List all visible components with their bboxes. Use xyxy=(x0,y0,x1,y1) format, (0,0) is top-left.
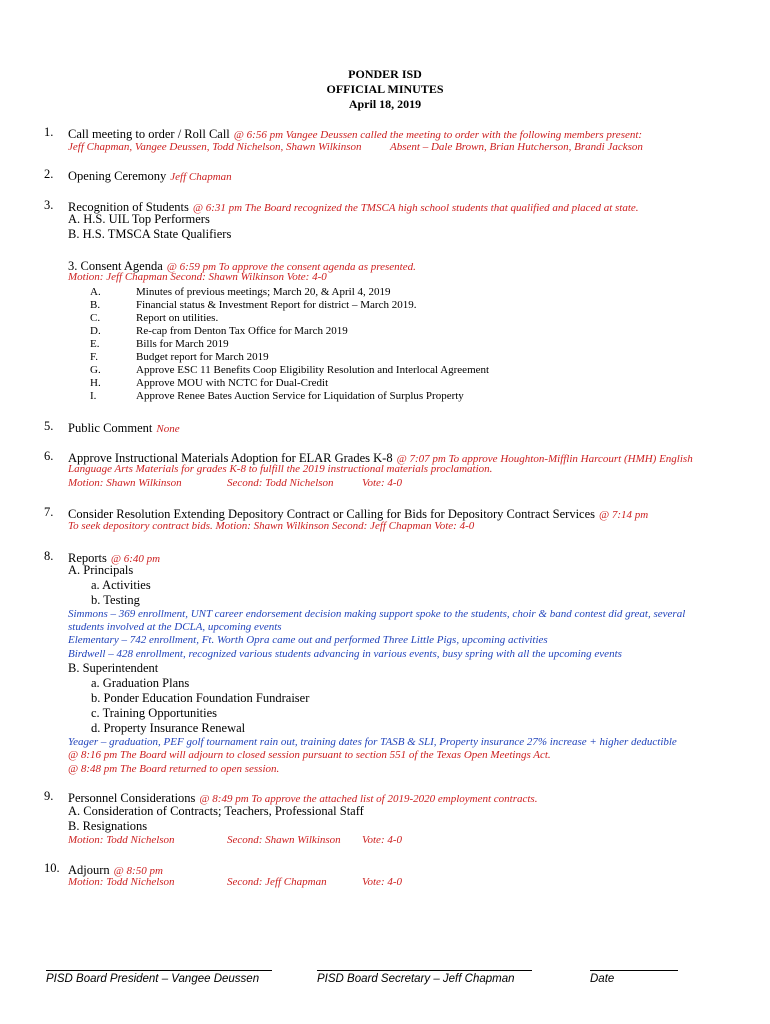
vote: Vote: 4-0 xyxy=(362,876,403,888)
motion: Motion: Shawn Wilkinson xyxy=(68,477,182,489)
item-note: @ 7:14 pm xyxy=(599,509,649,521)
motion: Motion: Todd Nichelson xyxy=(68,876,175,888)
item-note: @ 7:07 pm To approve Houghton-Mifflin Harcourt (HMH) English xyxy=(396,453,693,465)
president-signature-label: PISD Board President – Vangee Deussen xyxy=(46,973,260,985)
motion: Motion: Todd Nichelson xyxy=(68,834,175,846)
consent-letter: I. xyxy=(90,390,97,402)
item-number: 10. xyxy=(44,861,60,875)
vote: Vote: 4-0 xyxy=(362,834,403,846)
report-note: Yeager – graduation, PEF golf tournament rain out, training dates for TASB & SLI, Property insurance 27% increase + higher deductible xyxy=(68,736,677,748)
item-note: @ 6:40 pm xyxy=(110,553,161,565)
secretary-signature-line xyxy=(317,970,532,971)
consent-letter: B. xyxy=(90,299,101,311)
item-number: 2. xyxy=(44,167,54,181)
item-label: Opening Ceremony xyxy=(68,169,167,183)
subitem: B. Resignations xyxy=(68,819,148,833)
item-label: Recognition of Students xyxy=(68,200,189,214)
subitem: B. Superintendent xyxy=(68,661,159,675)
item-label: Consider Resolution Extending Depository Contract or Calling for Bids for Depository Contract Services xyxy=(68,507,596,521)
consent-letter: E. xyxy=(90,338,100,350)
item-number: 7. xyxy=(44,505,54,519)
document-title: OFFICIAL MINUTES xyxy=(326,82,444,96)
report-note: students involved at the DCLA, upcoming events xyxy=(68,621,282,633)
item-note: Jeff Chapman xyxy=(170,171,232,183)
consent-letter: F. xyxy=(90,351,98,363)
item-number: 6. xyxy=(44,449,54,463)
item-note: @ 6:56 pm Vangee Deussen called the meeting to order with the following members present: xyxy=(233,129,643,141)
subsubitem: b. Testing xyxy=(91,593,140,607)
item-note: @ 6:59 pm To approve the consent agenda as presented. xyxy=(166,261,416,273)
consent-item: Financial status & Investment Report for district – March 2019. xyxy=(136,299,417,311)
item-2 xyxy=(68,167,232,185)
item-note: None xyxy=(156,423,180,435)
motion-line: To seek depository contract bids. Motion: Shawn Wilkinson Second: Jeff Chapman Vote: 4-0 xyxy=(68,520,475,532)
item-label: Public Comment xyxy=(68,421,153,435)
consent-letter: D. xyxy=(90,325,101,337)
consent-letter: H. xyxy=(90,377,101,389)
report-note: Simmons – 369 enrollment, UNT career endorsement decision making support spoke to the students, choir & band contest did great, several xyxy=(68,608,686,620)
date-signature-line xyxy=(590,970,678,971)
vote: Vote: 4-0 xyxy=(362,477,403,489)
item-note-cont: Language Arts Materials for grades K-8 to fulfill the 2019 instructional materials proclamation. xyxy=(68,463,493,475)
consent-letter: C. xyxy=(90,312,101,324)
subitem: B. H.S. TMSCA State Qualifiers xyxy=(68,227,232,241)
second: Second: Todd Nichelson xyxy=(227,477,334,489)
subitem: A. Principals xyxy=(68,563,134,577)
item-5 xyxy=(68,419,180,437)
consent-item: Approve MOU with NCTC for Dual-Credit xyxy=(136,377,329,389)
item-label: Personnel Considerations xyxy=(68,791,196,805)
consent-item: Bills for March 2019 xyxy=(136,338,229,350)
subitem: A. Consideration of Contracts; Teachers, Professional Staff xyxy=(68,804,364,818)
subitem: A. H.S. UIL Top Performers xyxy=(68,212,210,226)
second: Second: Jeff Chapman xyxy=(227,876,327,888)
second: Second: Shawn Wilkinson xyxy=(227,834,341,846)
item-number: 9. xyxy=(44,789,54,803)
item-number: 5. xyxy=(44,419,54,433)
item-label: Reports xyxy=(68,551,107,565)
consent-item: Minutes of previous meetings; March 20, & April 4, 2019 xyxy=(136,286,391,298)
secretary-signature-label: PISD Board Secretary – Jeff Chapman xyxy=(317,973,515,985)
subsubitem: a. Graduation Plans xyxy=(91,676,190,690)
consent-letter: G. xyxy=(90,364,101,376)
item-label: Adjourn xyxy=(68,863,110,877)
report-note: Birdwell – 428 enrollment, recognized various students advancing in various events, busy spring with all the upcoming events xyxy=(68,648,622,660)
members-present: Jeff Chapman, Vangee Deussen, Todd Nichelson, Shawn Wilkinson xyxy=(68,141,362,153)
subsubitem: b. Ponder Education Foundation Fundraiser xyxy=(91,691,310,705)
president-signature-line xyxy=(46,970,272,971)
item-number: 8. xyxy=(44,549,54,563)
consent-letter: A. xyxy=(90,286,101,298)
consent-item: Approve Renee Bates Auction Service for Liquidation of Surplus Property xyxy=(136,390,464,402)
item-note: @ 8:49 pm To approve the attached list of 2019-2020 employment contracts. xyxy=(199,793,538,805)
item-number: 3. xyxy=(44,198,54,212)
subsubitem: a. Activities xyxy=(91,578,151,592)
consent-item: Budget report for March 2019 xyxy=(136,351,269,363)
consent-item: Report on utilities. xyxy=(136,312,219,324)
item-label: Call meeting to order / Roll Call xyxy=(68,127,230,141)
consent-item: Approve ESC 11 Benefits Coop Eligibility Resolution and Interlocal Agreement xyxy=(136,364,490,376)
item-note: @ 8:50 pm xyxy=(113,865,163,877)
date-signature-label: Date xyxy=(590,973,615,985)
subsubitem: d. Property Insurance Renewal xyxy=(91,721,246,735)
item-number: 1. xyxy=(44,125,54,139)
item-label: Approve Instructional Materials Adoption for ELAR Grades K-8 xyxy=(68,451,393,465)
open-session-note: @ 8:48 pm The Board returned to open session. xyxy=(68,763,280,775)
motion-line: Motion: Jeff Chapman Second: Shawn Wilkinson Vote: 4-0 xyxy=(68,271,327,283)
members-absent: Absent – Dale Brown, Brian Hutcherson, Brandi Jackson xyxy=(390,141,643,153)
item-note: @ 6:31 pm The Board recognized the TMSCA high school students that qualified and placed at state. xyxy=(192,202,639,214)
meeting-date: April 18, 2019 xyxy=(348,97,422,111)
report-note: Elementary – 742 enrollment, Ft. Worth Opra came out and performed Three Little Pigs, upcoming activities xyxy=(68,634,548,646)
org-name: PONDER ISD xyxy=(348,67,422,81)
closed-session-note: @ 8:16 pm The Board will adjourn to closed session pursuant to section 551 of the Texas Open Meetings Act. xyxy=(68,749,551,761)
item-label: 3. Consent Agenda xyxy=(68,259,163,273)
consent-item: Re-cap from Denton Tax Office for March 2019 xyxy=(136,325,348,337)
subsubitem: c. Training Opportunities xyxy=(91,706,218,720)
